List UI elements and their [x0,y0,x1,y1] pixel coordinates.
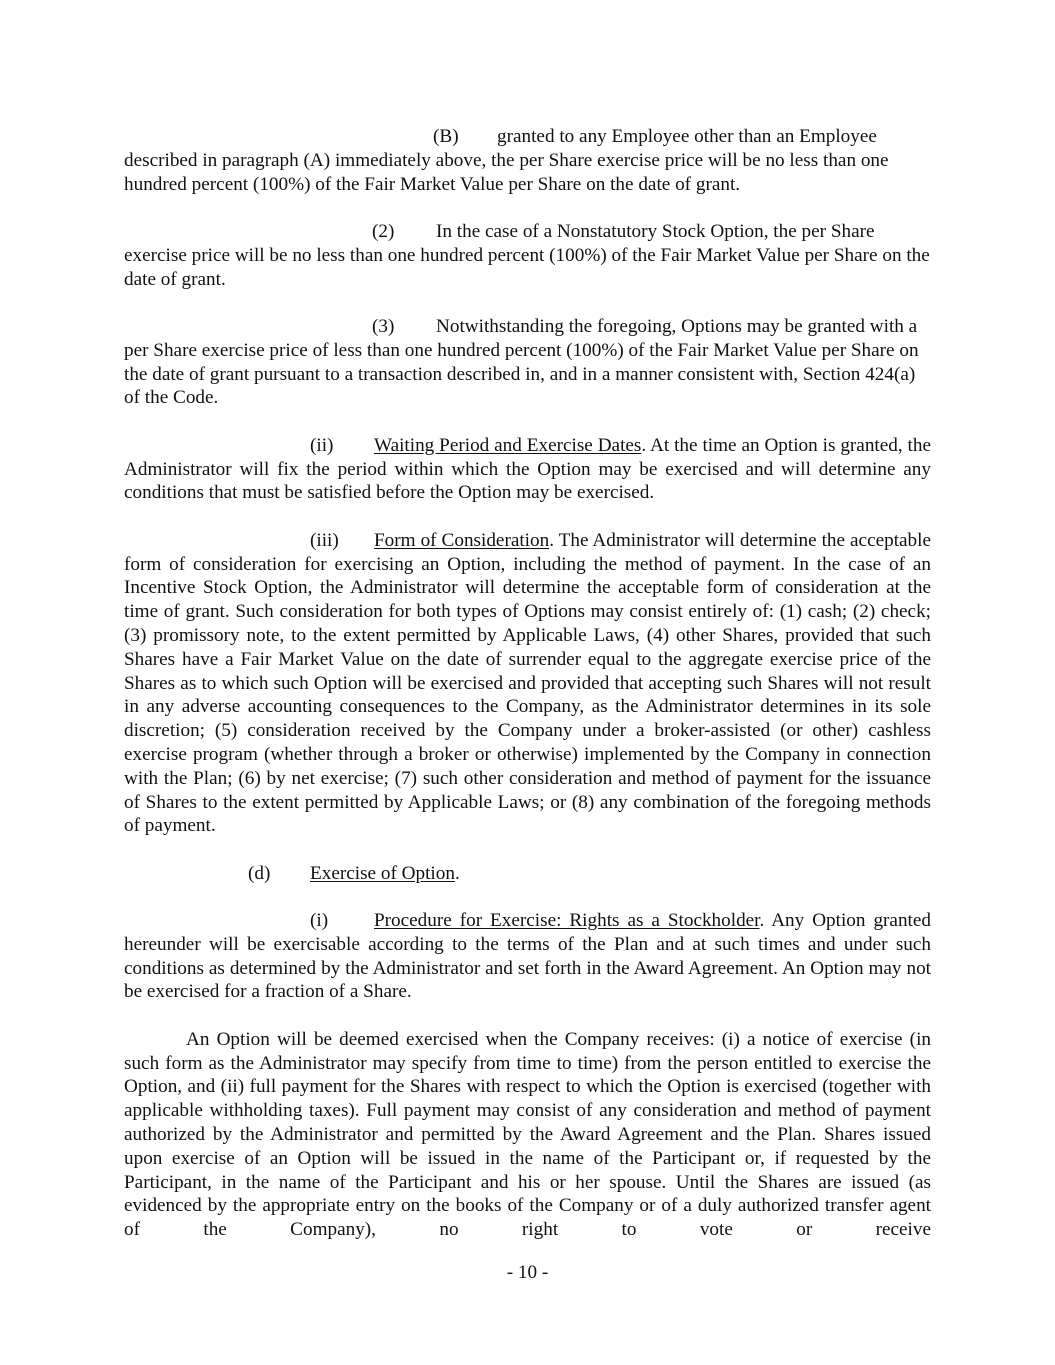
paragraph-d [124,862,931,886]
section-heading: Form of Consideration [374,529,550,551]
section-heading: Exercise of Option [310,862,455,884]
paragraph-text: Notwithstanding the foregoing, Options may be granted with a per Share exercise price of less than one hundred percent (100%) of the Fair Market Value per Share on the date of grant pursuant to a transaction described in, and in a manner consistent with, Section 424(a) of the Code. [124,315,919,409]
document-page [124,125,931,1266]
page-number: - 10 - [506,1262,549,1283]
paragraph-text: . Any Option granted hereunder will be exercisable according to the terms of the Plan and at such times and under such conditions as determined by the Administrator and set forth in the Award Agreement. An Option may not be exercised for a fraction of a Share. [124,910,931,1003]
paragraph-text: . [454,862,460,884]
section-heading: Waiting Period and Exercise Dates [374,434,642,456]
paragraph-text: . The Administrator will determine the acceptable form of consideration for exercising an Option, including the method of payment. In the case of an Incentive Stock Option, the Administrator will determine the acceptable form of consideration at the time of grant. Such consideration for both types of Options may consist entirely of: (1) cash; (2) check; (3) promissory note, to the extent permitted by Applicable Laws, (4) other Shares, provided that such Shares have a Fair Market Value on the date of surrender equal to the aggregate exercise price of the Shares as to which such Option will be exercised and provided that accepting such Shares will not result in any adverse accounting consequences to the Company, as the Administrator determines in its sole discretion; (5) consideration received by the Company under a broker-assisted (or other) cashless exercise program (whether through a broker or otherwise) implemented by the Company in connection with the Plan; (6) by net exercise; (7) such other consideration and method of payment for the issuance of Shares to the extent permitted by Applicable Laws; or (8) any combination of the foregoing methods of payment. [124,529,931,837]
paragraph-ii [124,434,931,505]
paragraph-body [124,1028,931,1242]
paragraph-label: (3) [372,315,395,337]
paragraph-text: In the case of a Nonstatutory Stock Option, the per Share exercise price will be no less than one hundred percent (100%) of the Fair Market Value per Share on the date of grant. [124,220,930,290]
paragraph-label: (d) [248,862,271,884]
paragraph-iii [124,529,931,838]
section-heading: Procedure for Exercise: Rights as a Stockholder [374,910,760,932]
paragraph-text: An Option will be deemed exercised when the Company receives: (i) a notice of exercise (in such form as the Administrator may specify from time to time) from the person entitled to exercise the Option, and (ii) full payment for the Shares with respect to which the Option is exercised (together with applicable withholding taxes). Full payment may consist of any consideration and method of payment authorized by the Administrator and permitted by the Award Agreement and the Plan. Shares issued upon exercise of an Option will be issued in the name of the Participant or, if requested by the Participant, in the name of the Participant and his or her spouse. Until the Shares are issued (as evidenced by the appropriate entry on the books of the Company or of a duly authorized transfer agent of the Company), no right to vote or receive [124,1028,931,1241]
paragraph-label: (2) [372,220,395,242]
paragraph-label: (iii) [310,529,339,551]
paragraph-label: (B) [433,126,459,147]
paragraph-2 [124,220,931,291]
paragraph-B [124,125,931,196]
paragraph-text: . At the time an Option is granted, the Administrator will fix the period within which the Option may be exercised and will determine any conditions that must be satisfied before the Option may be exercised. [124,434,931,504]
paragraph-i [124,909,931,1004]
paragraph-label: (i) [310,910,329,932]
paragraph-label: (ii) [310,434,334,456]
paragraph-text: granted to any Employee other than an Employee described in paragraph (A) immediately above, the per Share exercise price will be no less than one hundred percent (100%) of the Fair Market Value per Share on the date of grant. [124,126,889,195]
paragraph-3 [124,315,931,410]
